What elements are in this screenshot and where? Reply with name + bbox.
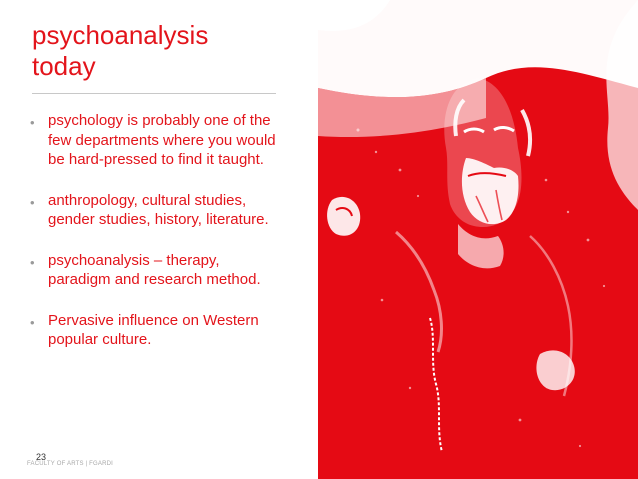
bullet-text: anthropology, cultural studies, gender studies, history, literature.	[48, 191, 269, 228]
bullet-marker: •	[30, 194, 35, 210]
bullet-text: Pervasive influence on Western popular culture.	[48, 311, 259, 348]
footer-text: FACULTY OF ARTS | FGARDI	[27, 461, 114, 467]
bullet-marker: •	[30, 115, 35, 130]
bullet-text: psychoanalysis – therapy, paradigm and research method.	[48, 251, 261, 288]
bullet-marker: •	[30, 254, 35, 270]
bullet-list	[30, 111, 280, 371]
bullet-item	[30, 111, 280, 170]
text-panel	[0, 0, 318, 479]
bullet-item	[30, 251, 280, 290]
bullet-item	[30, 191, 280, 230]
portrait-photo-icon	[318, 0, 638, 479]
slide-title: psychoanalysis today	[32, 20, 209, 81]
bullet-item	[30, 311, 280, 350]
page-number: 23	[36, 452, 47, 462]
title-divider	[32, 93, 276, 94]
bullet-text: psychology is probably one of the few departments where you would be hard-pressed to find it taught.	[48, 112, 276, 168]
portrait-photo	[318, 0, 638, 479]
bullet-marker: •	[30, 314, 35, 330]
